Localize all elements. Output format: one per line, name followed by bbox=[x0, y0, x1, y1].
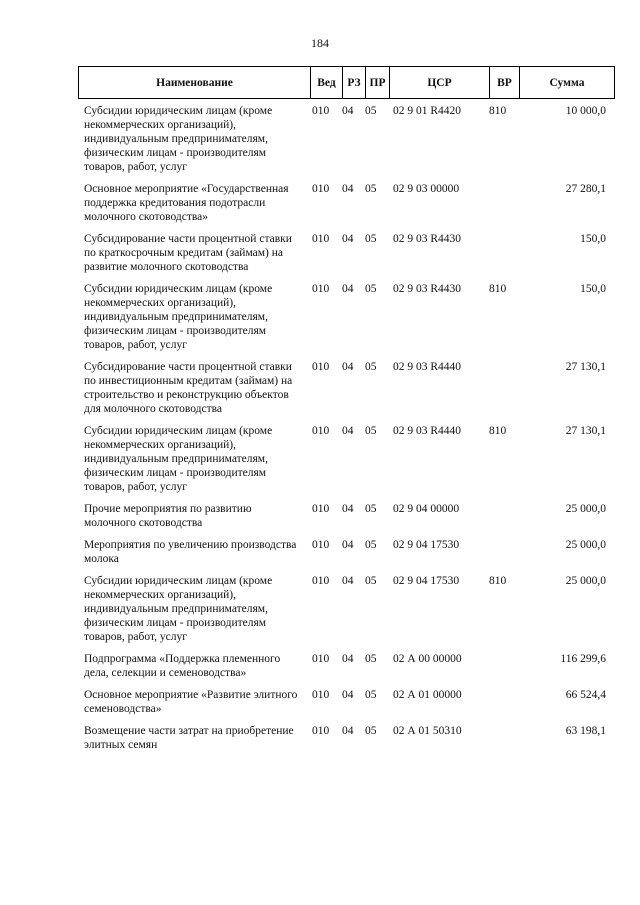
cell-name: Субсидирование части процентной ставки по инвестиционным кредитам (займам) на строительство и реконструкцию объектов для молочного скотоводства bbox=[84, 361, 293, 415]
cell-sum: 66 524,4 bbox=[565, 689, 606, 701]
cell-pr: 05 bbox=[365, 725, 377, 737]
column-header-name: Наименование bbox=[79, 67, 311, 99]
table-row bbox=[78, 232, 614, 282]
cell-name: Субсидирование части процентной ставки по краткосрочным кредитам (займам) на развитие молочного скотоводства bbox=[84, 233, 292, 273]
cell-rz: 04 bbox=[342, 425, 354, 437]
cell-rz: 04 bbox=[342, 183, 354, 195]
cell-sum: 63 198,1 bbox=[565, 725, 606, 737]
column-header-ved: Вед bbox=[311, 67, 343, 99]
cell-sum: 116 299,6 bbox=[560, 653, 606, 665]
cell-csr: 02 9 03 00000 bbox=[393, 183, 460, 195]
cell-ved: 010 bbox=[312, 539, 330, 551]
column-header-rz: РЗ bbox=[343, 67, 366, 99]
cell-sum: 27 280,1 bbox=[565, 183, 606, 195]
cell-rz: 04 bbox=[342, 689, 354, 701]
cell-name: Субсидии юридическим лицам (кроме некоммерческих организаций), индивидуальным предпринимателям, физическим лицам - производителям товаров, работ, услуг bbox=[84, 283, 273, 351]
cell-pr: 05 bbox=[365, 575, 377, 587]
cell-sum: 150,0 bbox=[580, 283, 606, 295]
cell-csr: 02 9 04 17530 bbox=[393, 539, 460, 551]
cell-vr: 810 bbox=[489, 575, 507, 587]
cell-pr: 05 bbox=[365, 233, 377, 245]
cell-vr bbox=[489, 688, 519, 724]
cell-name: Основное мероприятие «Развитие элитного семеноводства» bbox=[84, 689, 298, 715]
cell-sum: 25 000,0 bbox=[565, 575, 606, 587]
table-header bbox=[78, 66, 615, 99]
table-row bbox=[78, 104, 614, 182]
cell-vr bbox=[489, 652, 519, 688]
page-number: 184 bbox=[311, 36, 329, 50]
cell-ved: 010 bbox=[312, 425, 330, 437]
cell-csr: 02 9 01 R4420 bbox=[393, 105, 462, 117]
cell-csr: 02 9 03 R4430 bbox=[393, 233, 462, 245]
cell-rz: 04 bbox=[342, 539, 354, 551]
cell-name: Прочие мероприятия по развитию молочного скотоводства bbox=[84, 503, 252, 529]
cell-name: Субсидии юридическим лицам (кроме некоммерческих организаций), индивидуальным предпринимателям, физическим лицам - производителям товаров, работ, услуг bbox=[84, 575, 273, 643]
cell-pr: 05 bbox=[365, 689, 377, 701]
cell-ved: 010 bbox=[312, 725, 330, 737]
cell-rz: 04 bbox=[342, 725, 354, 737]
table-row bbox=[78, 282, 614, 360]
cell-sum: 150,0 bbox=[580, 233, 606, 245]
cell-pr: 05 bbox=[365, 539, 377, 551]
cell-ved: 010 bbox=[312, 233, 330, 245]
cell-name: Субсидии юридическим лицам (кроме некоммерческих организаций), индивидуальным предпринимателям, физическим лицам - производителям товаров, работ, услуг bbox=[84, 105, 273, 173]
cell-csr: 02 А 00 00000 bbox=[393, 653, 462, 665]
cell-csr: 02 9 03 R4430 bbox=[393, 283, 462, 295]
cell-ved: 010 bbox=[312, 361, 330, 373]
cell-pr: 05 bbox=[365, 653, 377, 665]
cell-name: Возмещение части затрат на приобретение элитных семян bbox=[84, 725, 294, 751]
cell-csr: 02 9 04 00000 bbox=[393, 503, 460, 515]
table-row bbox=[78, 182, 614, 232]
table-row bbox=[78, 502, 614, 538]
cell-rz: 04 bbox=[342, 361, 354, 373]
column-header-sum: Сумма bbox=[520, 67, 615, 99]
cell-rz: 04 bbox=[342, 105, 354, 117]
table-row bbox=[78, 424, 614, 502]
column-header-pr: ПР bbox=[366, 67, 390, 99]
table-row bbox=[78, 688, 614, 724]
cell-sum: 25 000,0 bbox=[565, 503, 606, 515]
cell-csr: 02 А 01 00000 bbox=[393, 689, 462, 701]
cell-rz: 04 bbox=[342, 653, 354, 665]
cell-csr: 02 9 03 R4440 bbox=[393, 425, 462, 437]
cell-vr bbox=[489, 232, 519, 282]
cell-vr: 810 bbox=[489, 105, 507, 117]
cell-pr: 05 bbox=[365, 503, 377, 515]
cell-rz: 04 bbox=[342, 503, 354, 515]
cell-rz: 04 bbox=[342, 575, 354, 587]
cell-csr: 02 9 04 17530 bbox=[393, 575, 460, 587]
cell-ved: 010 bbox=[312, 653, 330, 665]
cell-vr bbox=[489, 182, 519, 232]
cell-rz: 04 bbox=[342, 283, 354, 295]
cell-vr bbox=[489, 502, 519, 538]
cell-ved: 010 bbox=[312, 575, 330, 587]
cell-csr: 02 А 01 50310 bbox=[393, 725, 462, 737]
table-row bbox=[78, 574, 614, 652]
cell-sum: 27 130,1 bbox=[565, 361, 606, 373]
budget-table bbox=[78, 104, 614, 760]
cell-sum: 25 000,0 bbox=[565, 539, 606, 551]
table-row bbox=[78, 724, 614, 760]
cell-ved: 010 bbox=[312, 183, 330, 195]
cell-pr: 05 bbox=[365, 283, 377, 295]
cell-sum: 27 130,1 bbox=[565, 425, 606, 437]
cell-csr: 02 9 03 R4440 bbox=[393, 361, 462, 373]
cell-ved: 010 bbox=[312, 503, 330, 515]
cell-ved: 010 bbox=[312, 689, 330, 701]
cell-vr: 810 bbox=[489, 283, 507, 295]
column-header-vr: ВР bbox=[490, 67, 520, 99]
cell-sum: 10 000,0 bbox=[565, 105, 606, 117]
cell-vr bbox=[489, 724, 519, 760]
column-header-csr: ЦСР bbox=[390, 67, 490, 99]
cell-name: Подпрограмма «Поддержка племенного дела, селекции и семеноводства» bbox=[84, 653, 281, 679]
cell-pr: 05 bbox=[365, 105, 377, 117]
cell-ved: 010 bbox=[312, 105, 330, 117]
cell-vr bbox=[489, 360, 519, 424]
cell-name: Субсидии юридическим лицам (кроме некоммерческих организаций), индивидуальным предпринимателям, физическим лицам - производителям товаров, работ, услуг bbox=[84, 425, 273, 493]
cell-pr: 05 bbox=[365, 183, 377, 195]
cell-rz: 04 bbox=[342, 233, 354, 245]
cell-vr: 810 bbox=[489, 425, 507, 437]
table-row bbox=[78, 360, 614, 424]
cell-name: Мероприятия по увеличению производства молока bbox=[84, 539, 297, 565]
table-row bbox=[78, 538, 614, 574]
cell-vr bbox=[489, 538, 519, 574]
table-row bbox=[78, 652, 614, 688]
cell-name: Основное мероприятие «Государственная поддержка кредитования подотрасли молочного скотоводства» bbox=[84, 183, 289, 223]
cell-ved: 010 bbox=[312, 283, 330, 295]
cell-pr: 05 bbox=[365, 425, 377, 437]
cell-pr: 05 bbox=[365, 361, 377, 373]
